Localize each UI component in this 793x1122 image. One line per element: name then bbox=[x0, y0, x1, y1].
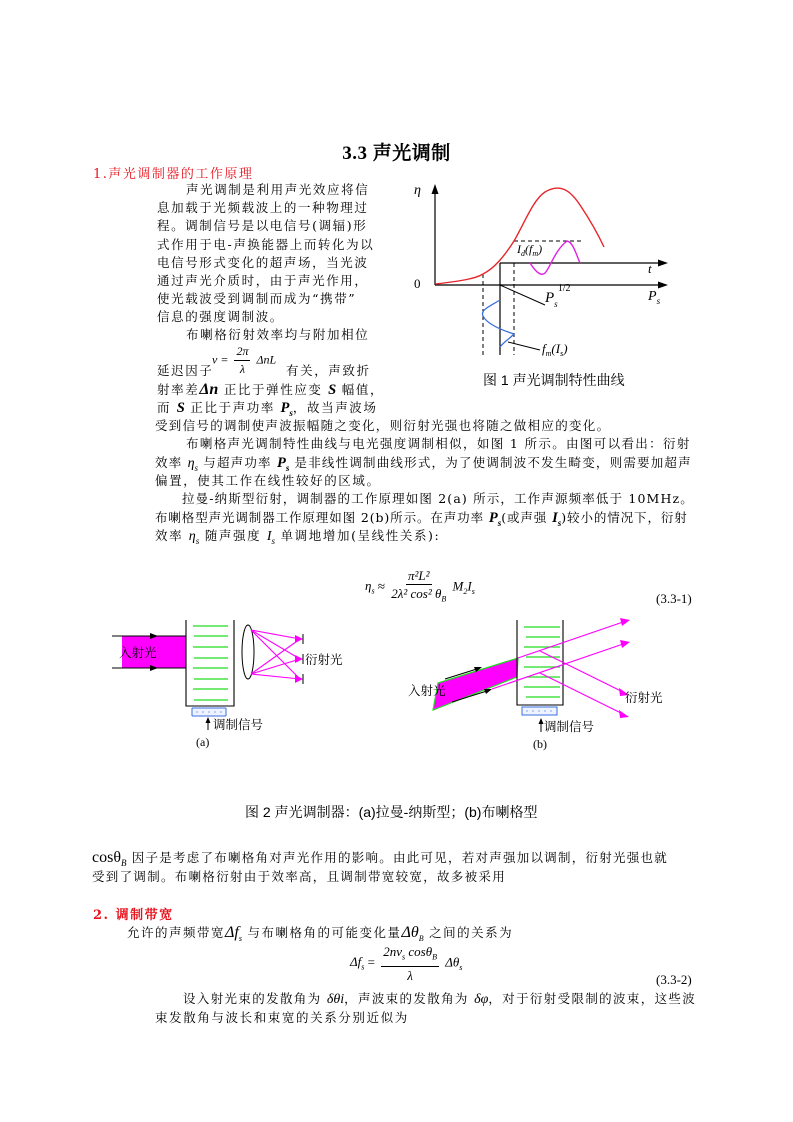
eta: η bbox=[188, 529, 196, 544]
eq-denominator: λ bbox=[239, 362, 246, 376]
label-Id-fm bbox=[516, 242, 542, 258]
label-eta: η bbox=[414, 183, 421, 198]
label-fm-Is bbox=[542, 341, 568, 358]
text: 允许的声频带宽 bbox=[127, 925, 226, 940]
para1-line: 使光载波受到调制而成为“携带” bbox=[157, 291, 357, 306]
eta-s-symbol bbox=[189, 529, 199, 544]
P: P bbox=[545, 290, 555, 306]
para1-line: 式作用于电-声换能器上而转化为以 bbox=[157, 237, 375, 252]
t-axis-arrow bbox=[658, 260, 668, 267]
text: 随声强度 bbox=[204, 528, 262, 543]
para1-line: 程。调制信号是以电信号(调辐)形 bbox=[157, 218, 368, 233]
text: )较小的情况下，衍射 bbox=[561, 510, 688, 525]
sub: s bbox=[361, 962, 365, 972]
signal-arrow-head bbox=[539, 718, 544, 724]
P: P bbox=[280, 400, 290, 416]
grating-lines bbox=[193, 626, 228, 700]
section-2-heading: 2. 调制带宽 bbox=[93, 908, 174, 923]
para1-line: 电信号形式变化的超声场，当光波 bbox=[157, 255, 369, 270]
eq-lhs bbox=[350, 954, 365, 972]
para2-line: 有关，声致折 bbox=[286, 363, 371, 378]
grating-lines bbox=[524, 627, 560, 697]
delta-f: Δf bbox=[225, 924, 239, 941]
sub: s bbox=[285, 462, 290, 473]
eq-numerator bbox=[381, 944, 439, 967]
para2-line: 受到信号的调制使声波振幅随之变化，则衍射光强也将随之做相应的变化。 bbox=[155, 418, 611, 433]
eq-lhs: v = bbox=[212, 352, 229, 367]
equation-number: (3.3-2) bbox=[656, 972, 692, 987]
signal-arrow-head bbox=[206, 717, 211, 723]
incident-label: 入射光 bbox=[119, 646, 157, 660]
input-wave bbox=[482, 300, 514, 347]
section2-line bbox=[183, 990, 696, 1009]
text: 射率差 bbox=[157, 382, 200, 397]
para4-line: 拉曼-纳斯型衍射，调制器的工作原理如图 2(a) 所示，工作声源频率低于 10MHz。 bbox=[182, 491, 694, 506]
eq-denominator: λ bbox=[407, 967, 413, 983]
sub: s bbox=[194, 462, 199, 473]
sub: s bbox=[289, 407, 293, 418]
cos-theta-symbol bbox=[92, 849, 127, 869]
label-zero: 0 bbox=[414, 276, 421, 291]
sub: 2 bbox=[463, 586, 468, 596]
eq-denominator bbox=[391, 585, 446, 607]
sub: B bbox=[441, 594, 447, 604]
text: (或声强 bbox=[501, 510, 548, 525]
approx-sign: ≈ bbox=[377, 578, 385, 594]
text: ，对于衍射受限制的波束，这些波 bbox=[488, 991, 697, 1006]
label-Ps bbox=[647, 289, 661, 306]
para2-line bbox=[157, 381, 384, 399]
figure-2-caption: 图 2 声光调制器：(a)拉曼-纳斯型；(b)布喇格型 bbox=[245, 804, 538, 820]
arg: (f bbox=[525, 242, 533, 256]
sub: s bbox=[554, 299, 558, 309]
I: I bbox=[266, 529, 272, 544]
close: ) bbox=[538, 242, 543, 256]
signal-label: 调制信号 bbox=[213, 718, 264, 732]
equation-3-3-2 bbox=[350, 944, 462, 983]
sub: m bbox=[532, 249, 539, 258]
delta-n-symbol: Δn bbox=[199, 381, 219, 398]
sub: d bbox=[521, 249, 525, 258]
delta-theta: Δθ bbox=[445, 954, 460, 970]
sub: s bbox=[557, 517, 562, 528]
text: 幅值， bbox=[341, 382, 385, 397]
S-symbol: S bbox=[328, 382, 337, 398]
arrow-icon bbox=[484, 689, 492, 694]
Is-symbol bbox=[552, 510, 561, 526]
para3-line: 布喇格声光调制特性曲线与电光强度调制相似，如图 1 所示。由图可以看出：衍射 bbox=[186, 436, 691, 451]
para1-line: 息加载于光频载波上的一种物理过 bbox=[157, 200, 369, 215]
sub: B bbox=[121, 858, 127, 869]
num-text: cosθ bbox=[405, 944, 433, 959]
sub: B bbox=[418, 934, 424, 944]
eq-fraction bbox=[391, 568, 446, 607]
M: M bbox=[452, 578, 464, 594]
response-curve bbox=[436, 188, 604, 284]
eta: η bbox=[187, 456, 195, 471]
P: P bbox=[648, 289, 657, 304]
text: 之间的关系为 bbox=[429, 925, 514, 940]
incident-label: 入射光 bbox=[408, 684, 446, 698]
delta-phi-symbol: δφ bbox=[474, 992, 489, 1007]
ray-arrowheads bbox=[295, 635, 303, 683]
para3-line: 偏置，使其工作在线性较好的区域。 bbox=[155, 473, 381, 488]
text: 效率 bbox=[155, 528, 184, 543]
equation-3-3-1 bbox=[365, 568, 475, 607]
P: P bbox=[276, 455, 286, 471]
text: 效率 bbox=[155, 455, 183, 470]
sub: s bbox=[195, 535, 200, 546]
lens bbox=[242, 625, 254, 679]
eq-fraction bbox=[381, 944, 439, 983]
num-text: 2nv bbox=[383, 944, 402, 959]
sub: m bbox=[545, 349, 552, 358]
acousto-optic-cell bbox=[517, 620, 563, 705]
sub: s bbox=[402, 952, 406, 962]
Ps-symbol bbox=[281, 400, 293, 416]
text: 因子是考虑了布喇格角对声光作用的影响。由此可见，若对声强加以调制，衍射光强也就 bbox=[131, 850, 668, 865]
figure-2a-raman-nath bbox=[110, 612, 360, 752]
Ps-symbol bbox=[277, 455, 289, 471]
para1-line: 声光调制是利用声光效应将信 bbox=[186, 182, 370, 197]
label-t: t bbox=[648, 261, 652, 276]
text: 正比于弹性应变 bbox=[223, 382, 323, 397]
sub: s bbox=[238, 934, 242, 944]
equals-sign: = bbox=[367, 954, 375, 970]
Ps-axis-arrow bbox=[658, 282, 668, 289]
delta-f: Δf bbox=[350, 954, 362, 970]
para2-line: 延迟因子 bbox=[157, 363, 214, 378]
diffracted-label: 衍射光 bbox=[305, 653, 343, 667]
para1-line: 通过声光介质时，由于声光作用， bbox=[157, 273, 369, 288]
phase-delay-equation bbox=[212, 344, 276, 377]
eq-lhs bbox=[365, 578, 375, 596]
arg: (I bbox=[551, 341, 561, 356]
delta-theta: Δθ bbox=[401, 924, 419, 941]
I: I bbox=[552, 510, 558, 526]
Is-symbol bbox=[267, 529, 275, 544]
sub: s bbox=[497, 517, 502, 528]
delta-theta-symbol bbox=[401, 924, 424, 944]
diffracted-label: 衍射光 bbox=[625, 691, 663, 705]
S-symbol: S bbox=[176, 400, 185, 416]
leader-line bbox=[508, 342, 540, 350]
f: f bbox=[542, 341, 546, 356]
text: ，声波束的发散角为 bbox=[344, 991, 469, 1006]
eq-rhs: ΔnL bbox=[256, 352, 277, 367]
para2-line: 布喇格衍射效率均与附加相位 bbox=[186, 327, 370, 342]
text: 与超声功率 bbox=[203, 455, 272, 470]
sub: B bbox=[432, 952, 437, 962]
signal-label: 调制信号 bbox=[544, 720, 595, 734]
text: 而 bbox=[157, 400, 172, 415]
den-text: 2λ² cos² θ bbox=[391, 586, 442, 601]
text: 与布喇格角的可能变化量 bbox=[247, 925, 402, 940]
I: I bbox=[467, 578, 472, 594]
figure-1-chart bbox=[400, 170, 690, 370]
text: 是非线性调制曲线形式，为了使调制波不发生畸变，则需要加超声 bbox=[294, 455, 692, 470]
eta-axis-arrow bbox=[432, 184, 439, 194]
cos: cosθ bbox=[92, 849, 121, 866]
text: 正比于声功率 bbox=[190, 400, 275, 415]
eq-fraction bbox=[234, 344, 250, 377]
P: P bbox=[488, 510, 498, 526]
sub: s bbox=[471, 586, 475, 596]
text: 设入射光束的发散角为 bbox=[183, 991, 322, 1006]
sub: s bbox=[656, 296, 661, 306]
sub: s bbox=[271, 535, 275, 546]
para1-line: 信息的强度调制波。 bbox=[157, 309, 284, 324]
sup: 1/2 bbox=[557, 283, 571, 294]
panel-label-b: (b) bbox=[533, 737, 547, 751]
Ps-symbol bbox=[489, 510, 501, 526]
delta-theta-i-symbol: δθi bbox=[326, 992, 345, 1007]
section-1-heading: 1.声光调制器的工作原理 bbox=[93, 167, 254, 182]
leader-line bbox=[500, 285, 545, 305]
figure-2b-bragg bbox=[400, 605, 675, 755]
text: 布喇格型声光调制器工作原理如图 2(b)所示。在声功率 bbox=[155, 510, 484, 525]
eta: η bbox=[365, 578, 372, 594]
sub: s bbox=[371, 586, 375, 596]
panel-label-a: (a) bbox=[196, 735, 210, 749]
sub: s bbox=[560, 349, 564, 358]
sub: s bbox=[459, 962, 463, 972]
I: I bbox=[517, 242, 521, 256]
delta-fs-symbol bbox=[225, 924, 242, 944]
para4-line bbox=[155, 527, 440, 550]
equation-number: (3.3-1) bbox=[656, 591, 692, 606]
text: 单调地增加(呈线性关系): bbox=[280, 528, 441, 543]
acousto-optic-cell bbox=[186, 620, 234, 706]
close: ) bbox=[563, 341, 568, 356]
eta-s-symbol bbox=[188, 456, 198, 471]
label-Ps-half bbox=[544, 283, 570, 309]
page-title: 3.3 声光调制 bbox=[342, 143, 451, 164]
section2-line: 束发散角与波长和束宽的关系分别近似为 bbox=[155, 1010, 409, 1025]
eq-numerator: π²L² bbox=[407, 568, 430, 583]
figure-1-caption: 图 1 声光调制特性曲线 bbox=[483, 372, 625, 388]
para5-line: 受到了调制。布喇格衍射由于效率高，且调制带宽较宽，故多被采用 bbox=[92, 869, 507, 884]
eq-numerator: 2π bbox=[234, 344, 250, 361]
text: ，故当声波场 bbox=[292, 400, 378, 415]
diffracted-rays bbox=[251, 630, 300, 679]
